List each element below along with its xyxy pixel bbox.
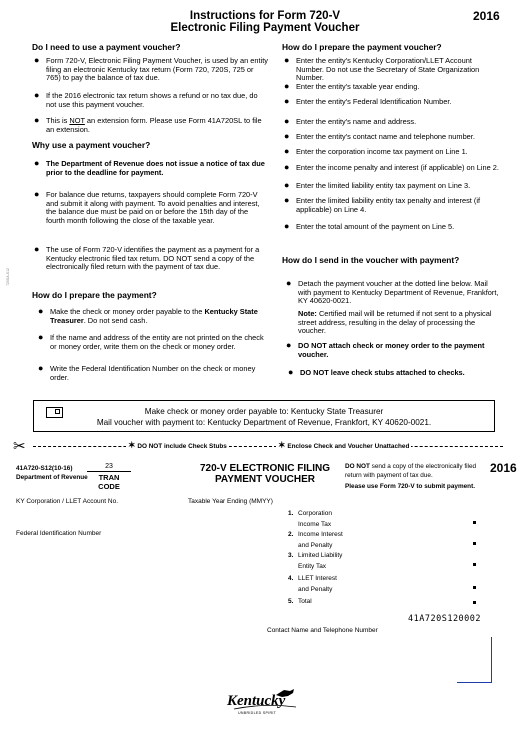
- mailing-instructions-box: [33, 400, 495, 432]
- voucher-title-line-1: 720-V ELECTRONIC FILING: [199, 463, 330, 474]
- line-3[interactable]: 3. Limited Liability Entity Tax: [288, 552, 343, 570]
- line-2-marker: [473, 542, 476, 545]
- heading-send-voucher: How do I send in the voucher with payment?: [282, 255, 460, 265]
- mailbox-line-2: Mail voucher with payment to: Kentucky Department of Revenue, Frankfort, KY 40620-0021.: [96, 418, 432, 427]
- bullet-icon: ●: [284, 55, 290, 65]
- bullet-icon: ●: [284, 146, 290, 156]
- bullet-icon: ●: [34, 189, 40, 199]
- voucher-dept: Department of Revenue: [16, 474, 88, 481]
- side-form-code: 720SA-S12: [6, 268, 10, 286]
- kentucky-logo: [224, 687, 304, 717]
- line-1-marker: [473, 521, 476, 524]
- bullet-icon: ●: [34, 244, 40, 254]
- tax-year: 2016: [473, 9, 500, 23]
- corner-mark-horizontal: [457, 682, 492, 683]
- bullet-icon: ●: [286, 340, 292, 350]
- voucher-step-9: ● Enter the limited liability entity tax penalty and interest (if applicable) on Line 4.: [284, 195, 481, 214]
- line-5-total[interactable]: 5. Total: [288, 598, 312, 605]
- bullet-icon: ●: [284, 180, 290, 190]
- scissors-icon: ✂: [13, 438, 26, 455]
- page-title: [0, 10, 530, 34]
- voucher-notice: DO NOT send a copy of the electronically filed return with payment of tax due.: [345, 463, 477, 479]
- voucher-step-8: ● Enter the limited liability entity tax payment on Line 3.: [284, 180, 471, 190]
- bullet-need-2: ● If the 2016 electronic tax return shows a refund or no tax due, do not use this payment voucher.: [34, 90, 258, 109]
- bullet-icon: ●: [38, 363, 44, 373]
- heading-prepare-voucher: How do I prepare the payment voucher?: [282, 42, 442, 52]
- bullet-icon: ●: [284, 221, 290, 231]
- bullet-icon: ●: [34, 115, 40, 125]
- voucher-step-1: ● Enter the entity's Kentucky Corporation/LLET Account Number. Do not use the Secretary of State Organization Number.: [284, 55, 480, 83]
- bullet-icon: ●: [38, 332, 44, 342]
- send-step-1: ● Detach the payment voucher at the dotted line below. Mail with payment to Kentucky Department of Revenue, Frankfort, KY 40620-0021.: [286, 278, 499, 306]
- send-note: Note: Certified mail will be returned if not sent to a physical street address, resulting in the delay of processing the voucher.: [298, 309, 492, 336]
- voucher-step-3: ● Enter the entity's Federal Identification Number.: [284, 96, 452, 106]
- bullet-icon: ●: [38, 306, 44, 316]
- bullet-icon: ●: [34, 90, 40, 100]
- bullet-prepare-2: ● If the name and address of the entity are not printed on the check or money order, write them on the check or money order.: [38, 332, 264, 351]
- star-icon: ✶: [128, 440, 136, 450]
- voucher-year: 2016: [490, 461, 517, 475]
- voucher-step-7: ● Enter the income penalty and interest (if applicable) on Line 2.: [284, 162, 499, 172]
- star-icon: ✶: [278, 440, 286, 450]
- voucher-title: [175, 464, 355, 485]
- voucher-use-form: Please use Form 720-V to submit payment.: [345, 483, 475, 490]
- bullet-why-1: ● The Department of Revenue does not issue a notice of tax due prior to the deadline for payment.: [34, 158, 265, 177]
- title-line-1: Instructions for Form 720-V: [189, 10, 341, 22]
- title-line-2: Electronic Filing Payment Voucher: [170, 22, 360, 34]
- bullet-icon: ●: [284, 116, 290, 126]
- bullet-icon: ●: [288, 367, 294, 377]
- line-3-marker: [473, 563, 476, 566]
- line-4[interactable]: 4. LLET Interest and Penalty: [288, 575, 337, 593]
- voucher-step-4: ● Enter the entity's name and address.: [284, 116, 417, 126]
- heading-prepare-payment: How do I prepare the payment?: [32, 290, 157, 300]
- taxable-year-field[interactable]: Taxable Year Ending (MMYY): [188, 498, 273, 505]
- line-4-marker: [473, 586, 476, 589]
- voucher-title-line-2: PAYMENT VOUCHER: [214, 473, 315, 485]
- heading-need-voucher: Do I need to use a payment voucher?: [32, 42, 181, 52]
- bullet-need-3: ● This is NOT an extension form. Please use Form 41A720SL to file an extension.: [34, 115, 262, 134]
- bullet-prepare-3: ● Write the Federal Identification Number on the check or money order.: [38, 363, 256, 382]
- bullet-icon: ●: [284, 195, 290, 205]
- contact-field[interactable]: Contact Name and Telephone Number: [267, 627, 378, 634]
- bullet-icon: ●: [284, 81, 290, 91]
- voucher-step-6: ● Enter the corporation income tax payment on Line 1.: [284, 146, 468, 156]
- bullet-prepare-1: ● Make the check or money order payable to the Kentucky State Treasurer. Do not send cash.: [38, 306, 258, 325]
- account-number-field[interactable]: KY Corporation / LLET Account No.: [16, 498, 119, 505]
- ocr-scan-line: 41A720S120002: [408, 614, 482, 624]
- bullet-icon: ●: [284, 96, 290, 106]
- line-2[interactable]: 2. Income Interest and Penalty: [288, 531, 343, 549]
- bullet-icon: ●: [34, 158, 40, 168]
- notice-no-stubs: ✶ DO NOT include Check Stubs: [128, 440, 227, 450]
- send-step-2: ● DO NOT attach check or money order to the payment voucher.: [286, 340, 485, 359]
- line-1[interactable]: 1. Corporation Income Tax: [288, 510, 332, 528]
- logo-text: Kentucky: [227, 693, 286, 709]
- voucher-step-10: ● Enter the total amount of the payment on Line 5.: [284, 221, 455, 231]
- voucher-step-2: ● Enter the entity's taxable year ending.: [284, 81, 420, 91]
- bullet-icon: ●: [284, 162, 290, 172]
- fein-field[interactable]: Federal Identification Number: [16, 530, 102, 537]
- bullet-icon: ●: [34, 55, 40, 65]
- bullet-why-2: ● For balance due returns, taxpayers should complete Form 720-V and submit it along with payment. To avoid penalties and interest, the balance due must be paid on or before the 15th day of the fourth month following the close of the taxable year.: [34, 189, 260, 225]
- send-step-3: ● DO NOT leave check stubs attached to checks.: [288, 367, 465, 377]
- bullet-why-3: ● The use of Form 720-V identifies the payment as a payment for a Kentucky electronic filed tax return. DO NOT send a copy of the electronically filed return with the payment of tax due.: [34, 244, 260, 272]
- bullet-icon: ●: [286, 278, 292, 288]
- notice-enclose: ✶ Enclose Check and Voucher Unattached: [278, 440, 410, 450]
- tran-code-label: TRAN CODE: [87, 471, 131, 491]
- voucher-form-id: 41A720-S12(10-16): [16, 465, 73, 472]
- voucher-step-5: ● Enter the entity's contact name and telephone number.: [284, 131, 475, 141]
- mailbox-line-1: Make check or money order payable to: Kentucky State Treasurer: [144, 407, 384, 416]
- detach-line: [33, 446, 503, 447]
- heading-why-voucher: Why use a payment voucher?: [32, 140, 151, 150]
- bullet-icon: ●: [284, 131, 290, 141]
- corner-mark-vertical: [491, 637, 492, 683]
- tran-code-value: 23: [105, 463, 113, 470]
- logo-tagline: UNBRIDLED SPIRIT: [238, 711, 277, 715]
- bullet-need-1: ● Form 720-V, Electronic Filing Payment Voucher, is used by an entity filing an electronic Kentucky tax return (Form 720, 720S, 725 or 765) to pay the balance of tax due.: [34, 55, 268, 83]
- line-5-marker: [473, 601, 476, 604]
